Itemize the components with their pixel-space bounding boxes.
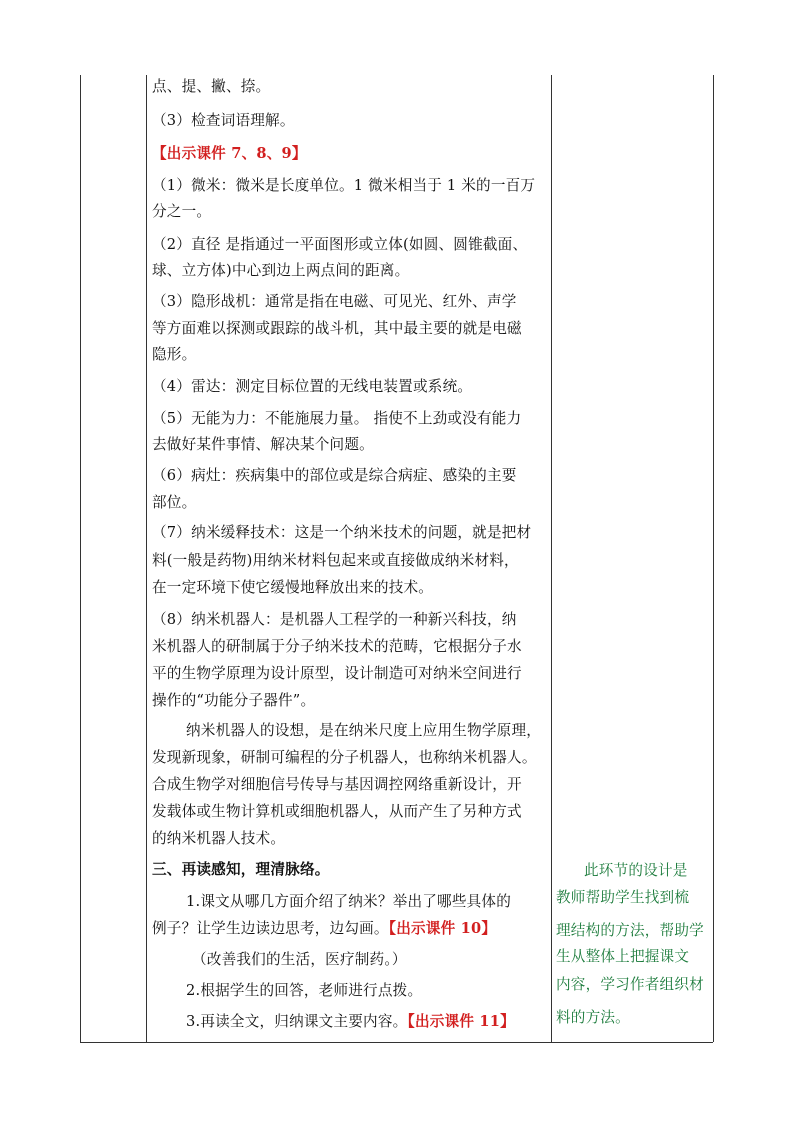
courseware-tag: 【出示课件 11】 [407,1013,515,1030]
table-border-bottom [80,1042,713,1043]
table-border-col2 [551,75,552,1042]
text-line: （5）无能为力：不能施展力量。 指使不上劲或没有能力 [152,410,522,427]
section-heading: 三、再读感知，理清脉络。 [152,861,330,878]
text-line: （1）微米：微米是长度单位。1 微米相当于 1 米的一百万 [152,177,536,194]
text-line: （4）雷达：测定目标位置的无线电装置或系统。 [152,378,473,395]
text-line: 平的生物学原理为设计原型，设计制造可对纳米空间进行 [152,665,522,682]
text-line: 的纳米机器人技术。 [152,830,286,847]
courseware-tag: 【出示课件 7、8、9】 [152,145,307,162]
text-span: 例子？让学生边读边思考，边勾画。 [152,920,389,937]
text-line: 2.根据学生的回答，老师进行点拨。 [186,982,423,999]
text-line: 球、立方体)中心到边上两点间的距离。 [152,262,410,279]
text-line: 发现新现象，研制可编程的分子机器人，也称纳米机器人。 [152,749,537,766]
text-line: （改善我们的生活，医疗制药。） [192,951,407,968]
note-line: 理结构的方法，帮助学 [556,922,704,939]
text-line: （6）病灶：疾病集中的部位或是综合病症、感染的主要 [152,467,517,484]
text-line: 操作的“功能分子器件”。 [152,692,316,709]
text-span: 3.再读全文，归纳课文主要内容。 [186,1013,408,1030]
text-line: （3）隐形战机：通常是指在电磁、可见光、红外、声学 [152,293,517,310]
text-line: 1.课文从哪几方面介绍了纳米？举出了哪些具体的 [186,893,511,910]
text-line: 去做好某件事情、解决某个问题。 [152,436,374,453]
text-line [152,919,496,939]
text-line: 部位。 [152,494,197,511]
text-line: 等方面难以探测或跟踪的战斗机，其中最主要的就是电磁 [152,320,522,337]
table-border-col1 [146,75,147,1042]
text-line: 点、提、撇、捺。 [152,78,271,95]
text-line: 隐形。 [152,346,197,363]
text-line: （2）直径 是指通过一平面图形或立体(如圆、圆锥截面、 [152,236,528,253]
text-line: 料(一般是药物)用纳米材料包起来或直接做成纳米材料， [152,552,519,569]
note-line: 教师帮助学生找到梳 [556,889,690,906]
text-line: （3）检查词语理解。 [152,112,295,129]
text-line: 分之一。 [152,203,212,220]
text-line [186,1012,515,1032]
note-line: 生从整体上把握课文 [556,948,690,965]
courseware-tag: 【出示课件 10】 [388,920,497,937]
text-line: （7）纳米缓释技术：这是一个纳米技术的问题，就是把材 [152,524,532,541]
note-line: 内容，学习作者组织材 [556,976,704,993]
text-line: 纳米机器人的设想，是在纳米尺度上应用生物学原理， [186,722,542,739]
text-line: 在一定环境下使它缓慢地释放出来的技术。 [152,579,434,596]
text-line: （8）纳米机器人：是机器人工程学的一种新兴科技，纳 [152,611,517,628]
note-line: 料的方法。 [556,1009,630,1026]
table-border-right [713,75,714,1042]
table-border-left [80,75,81,1042]
text-line: 合成生物学对细胞信号传导与基因调控网络重新设计，开 [152,776,522,793]
text-line: 发载体或生物计算机或细胞机器人，从而产生了另种方式 [152,803,522,820]
text-line: 米机器人的研制属于分子纳米技术的范畴，它根据分子水 [152,638,522,655]
note-line: 此环节的设计是 [584,862,688,879]
